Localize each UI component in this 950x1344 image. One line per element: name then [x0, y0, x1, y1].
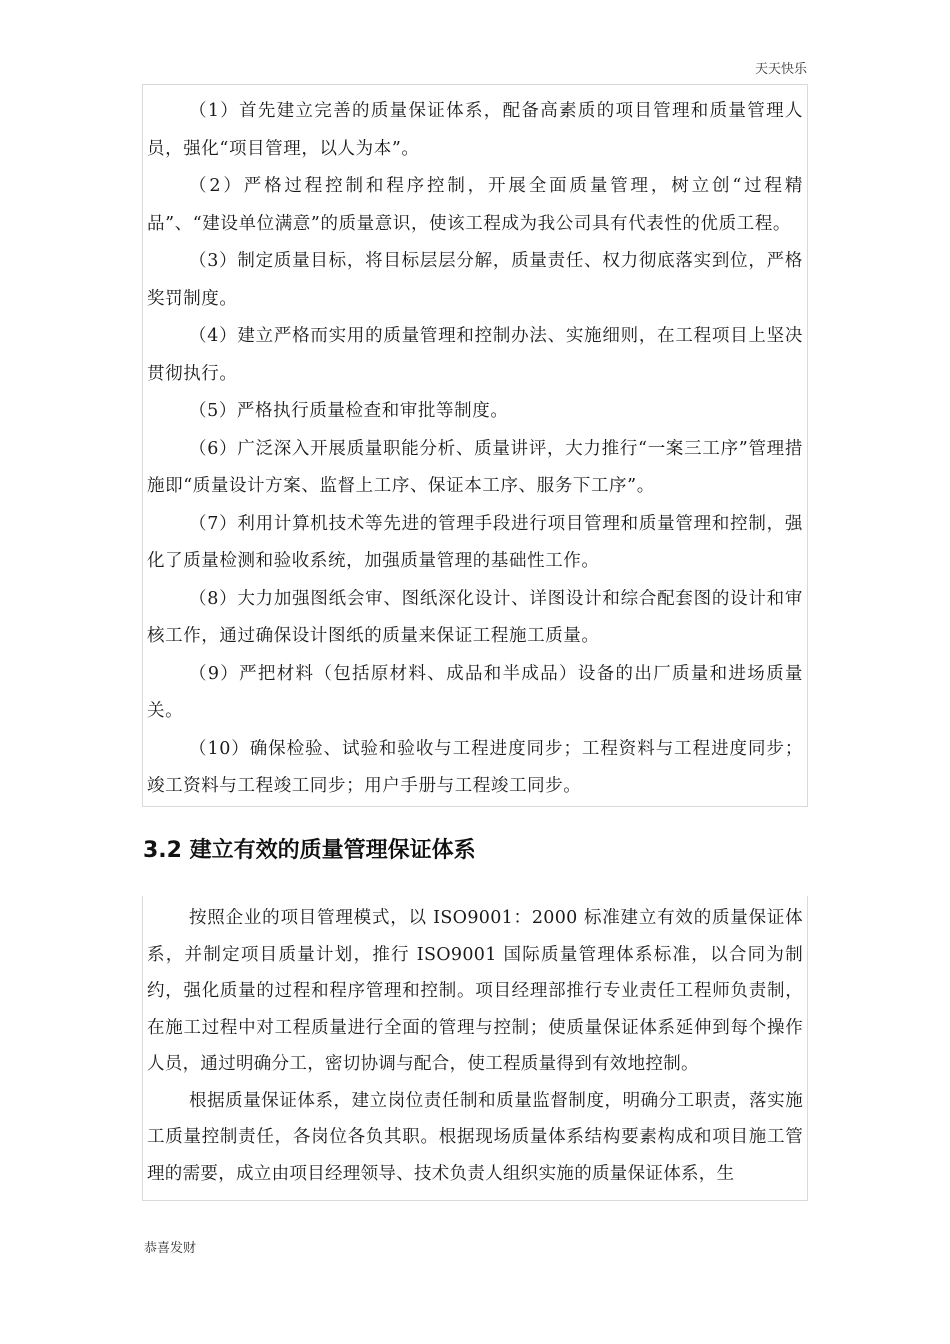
- list-item-9: （9）严把材料（包括原材料、成品和半成品）设备的出厂质量和进场质量关。: [147, 663, 803, 721]
- list-item-3: （3）制定质量目标，将目标层层分解，质量责任、权力彻底落实到位，严格奖罚制度。: [147, 251, 803, 309]
- page-header: 天天快乐: [754, 62, 807, 77]
- list-item-7: （7）利用计算机技术等先进的管理手段进行项目管理和质量管理和控制，强化了质量检测和验收系统，加强质量管理的基础性工作。: [147, 513, 803, 571]
- list-item-5: （5）严格执行质量检查和审批等制度。: [189, 401, 509, 421]
- measures-box: [142, 85, 808, 807]
- section-paragraph-2: 根据质量保证体系，建立岗位责任制和质量监督制度，明确分工职责，落实施工质量控制责任，各岗位各负其职。根据现场质量体系结构要素构成和项目施工管理的需要，成立由项目经理领导、技术负责人组织实施的质量保证体系，生: [147, 1090, 803, 1184]
- list-item-10: （10）确保检验、试验和验收与工程进度同步；工程资料与工程进度同步；竣工资料与工程竣工同步；用户手册与工程竣工同步。: [147, 738, 803, 796]
- list-item-4: （4）建立严格而实用的质量管理和控制办法、实施细则，在工程项目上坚决贯彻执行。: [147, 326, 803, 384]
- list-item-6: （6）广泛深入开展质量职能分析、质量讲评，大力推行“一案三工序”管理措施即“质量设计方案、监督上工序、保证本工序、服务下工序”。: [147, 438, 803, 496]
- section-paragraph-1: 按照企业的项目管理模式，以 ISO9001：2000 标准建立有效的质量保证体系，并制定项目质量计划，推行 ISO9001 国际质量管理体系标准，以合同为制约，强化质量的过程和程序管理和控制。项目经理部推行专业责任工程师负责制，在施工过程中对工程质量进行全面的管理与控制；使质量保证体系延伸到每个操作人员，通过明确分工，密切协调与配合，使工程质量得到有效地控制。: [147, 908, 803, 1074]
- section-body-box: [142, 896, 808, 1201]
- list-item-8: （8）大力加强图纸会审、图纸深化设计、详图设计和综合配套图的设计和审核工作，通过确保设计图纸的质量来保证工程施工质量。: [147, 588, 803, 646]
- section-title: 3.2 建立有效的质量管理保证体系: [143, 838, 476, 863]
- page-footer: 恭喜发财: [144, 1241, 197, 1256]
- list-item-1: （1）首先建立完善的质量保证体系，配备高素质的项目管理和质量管理人员，强化“项目管理，以人为本”。: [147, 101, 803, 159]
- list-item-2: （2）严格过程控制和程序控制，开展全面质量管理，树立创“过程精品”、“建设单位满意”的质量意识，使该工程成为我公司具有代表性的优质工程。: [147, 176, 803, 234]
